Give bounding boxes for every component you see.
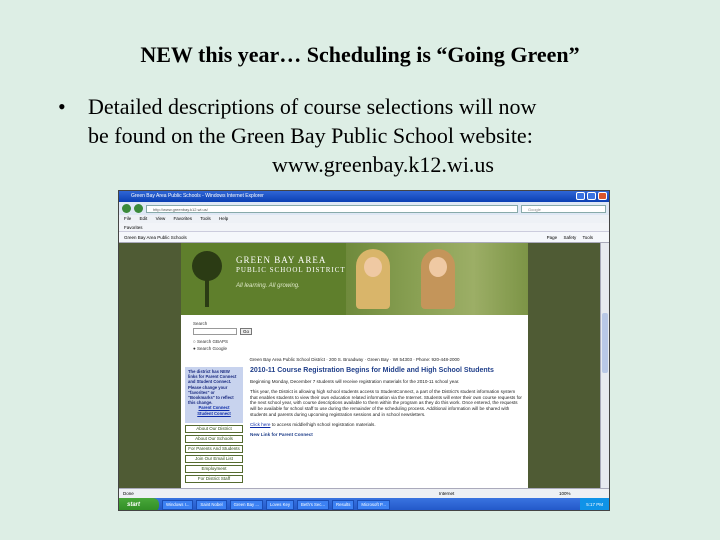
- district-address: Green Bay Area Public School District · 200 S. Broadway · Green Bay · WI 54303 · Phone: 920-448-2000: [249, 357, 460, 362]
- connect-notice: [185, 367, 243, 423]
- close-button[interactable]: [598, 192, 607, 200]
- task-button[interactable]: Green Bay ...: [230, 500, 263, 510]
- sidebar: [185, 367, 243, 483]
- menu-file[interactable]: File: [124, 216, 132, 221]
- article-title: 2010-11 Course Registration Begins for Middle and High School Students: [250, 367, 494, 374]
- command-bar: [542, 232, 593, 243]
- tab-row: [119, 232, 609, 243]
- safety-menu[interactable]: Safety: [563, 235, 577, 240]
- zoom-level[interactable]: 100%: [559, 491, 571, 496]
- child-photo-2: [421, 249, 455, 309]
- menu-help[interactable]: Help: [218, 216, 229, 221]
- article-footer-heading: New Link for Parent Connect: [250, 431, 313, 437]
- search-input[interactable]: Google: [521, 205, 606, 213]
- status-text: Done: [123, 491, 134, 496]
- radio-search-google[interactable]: ● Search Google: [193, 346, 227, 351]
- logo-line-1: GREEN BAY AREA: [236, 255, 327, 265]
- slide-title: NEW this year… Scheduling is “Going Green”: [140, 42, 580, 67]
- bullet-line-2: be found on the Green Bay Public School website:: [88, 123, 533, 148]
- vertical-scrollbar[interactable]: [600, 243, 609, 488]
- site-header: [181, 243, 528, 315]
- tagline: All learning. All growing.: [236, 283, 300, 289]
- favorites-bar: [119, 223, 609, 232]
- site-search-label: Search: [193, 321, 208, 326]
- bullet-line-1: Detailed descriptions of course selections will now: [88, 94, 537, 119]
- bullet-marker: •: [58, 94, 66, 119]
- back-icon[interactable]: [122, 204, 131, 213]
- task-button[interactable]: Loves Key: [266, 500, 294, 510]
- status-zone: Internet: [439, 491, 455, 496]
- notice-text: The district has NEW links for Parent Connect and Student Connect. Please change your "favorites" or "Bookmarks" to reflect this change.: [188, 369, 237, 406]
- taskbar: [119, 498, 609, 511]
- menu-view[interactable]: View: [155, 216, 166, 221]
- window-title: Green Bay Area Public Schools - Windows Internet Explorer: [131, 193, 264, 199]
- minimize-button[interactable]: [576, 192, 585, 200]
- sidebar-about-district[interactable]: About Our District: [185, 425, 243, 433]
- parent-connect-link[interactable]: Parent Connect: [198, 405, 230, 411]
- tree-logo-icon: [187, 251, 227, 311]
- menu-favorites[interactable]: Favorites: [173, 216, 193, 221]
- student-connect-link[interactable]: Student Connect: [197, 410, 231, 416]
- task-button[interactable]: Windows I...: [162, 500, 193, 510]
- system-clock: 5:17 PM: [580, 498, 609, 511]
- maximize-button[interactable]: [587, 192, 596, 200]
- task-button[interactable]: Beth's Sec...: [297, 500, 329, 510]
- sidebar-parents-students[interactable]: For Parents And Students: [185, 445, 243, 453]
- tools-menu[interactable]: Tools: [582, 235, 593, 240]
- sidebar-about-schools[interactable]: About Our Schools: [185, 435, 243, 443]
- tab-green-bay[interactable]: Green Bay Area Public Schools: [124, 235, 187, 240]
- article-paragraph-1: Beginning Monday, December 7 students will receive registration materials for the 2010-11 school year.: [250, 379, 460, 384]
- menu-tools[interactable]: Tools: [200, 216, 211, 221]
- click-here-link[interactable]: Click here: [250, 421, 271, 427]
- article-paragraph-2: This year, the District is allowing high school students access to StudentConnect, a part of the District's student information system that enables students to view their own education related information via the Internet. Students will enter their own course requests for the next school year, with course descriptions available to them within the program as they do this work. Once entered, the requests will be available for school staff to use during the remainder of the scheduling process. Additional information will be shared with students and parents during upcoming registration sessions and in school newsletters.: [250, 388, 522, 417]
- web-page: [119, 243, 602, 488]
- district-site: [181, 243, 528, 488]
- task-button[interactable]: Results: [332, 500, 354, 510]
- browser-screenshot: [118, 190, 610, 511]
- status-bar: [119, 488, 609, 498]
- task-button[interactable]: Saint Nobel: [196, 500, 226, 510]
- header-photo: [346, 243, 528, 315]
- address-input[interactable]: http://www.greenbay.k12.wi.us/: [146, 205, 518, 213]
- news-article: [250, 367, 522, 437]
- bullet-line-3: www.greenbay.k12.wi.us: [272, 152, 494, 177]
- radio-search-gbaps[interactable]: ○ Search GBAPS: [193, 339, 228, 344]
- menu-edit[interactable]: Edit: [139, 216, 148, 221]
- site-search-go-button[interactable]: Go: [240, 328, 252, 335]
- task-button[interactable]: Microsoft P...: [357, 500, 390, 510]
- child-photo-1: [356, 249, 390, 309]
- article-paragraph-3: Click here to access middle/high school registration materials.: [250, 421, 376, 427]
- sidebar-email-list[interactable]: Join Our Email List: [185, 455, 243, 463]
- site-search-input[interactable]: [193, 328, 237, 335]
- menu-bar: [119, 215, 609, 223]
- sidebar-district-staff[interactable]: For District Staff: [185, 475, 243, 483]
- address-row: [119, 202, 609, 215]
- favorites-button[interactable]: Favorites: [124, 225, 143, 230]
- page-menu[interactable]: Page: [546, 235, 558, 240]
- forward-icon[interactable]: [134, 204, 143, 213]
- logo-line-2: PUBLIC SCHOOL DISTRICT: [236, 266, 346, 274]
- sidebar-employment[interactable]: Employment: [185, 465, 243, 473]
- window-title-bar: [119, 191, 609, 202]
- start-button[interactable]: start: [119, 498, 159, 511]
- bullet-text: [58, 92, 678, 179]
